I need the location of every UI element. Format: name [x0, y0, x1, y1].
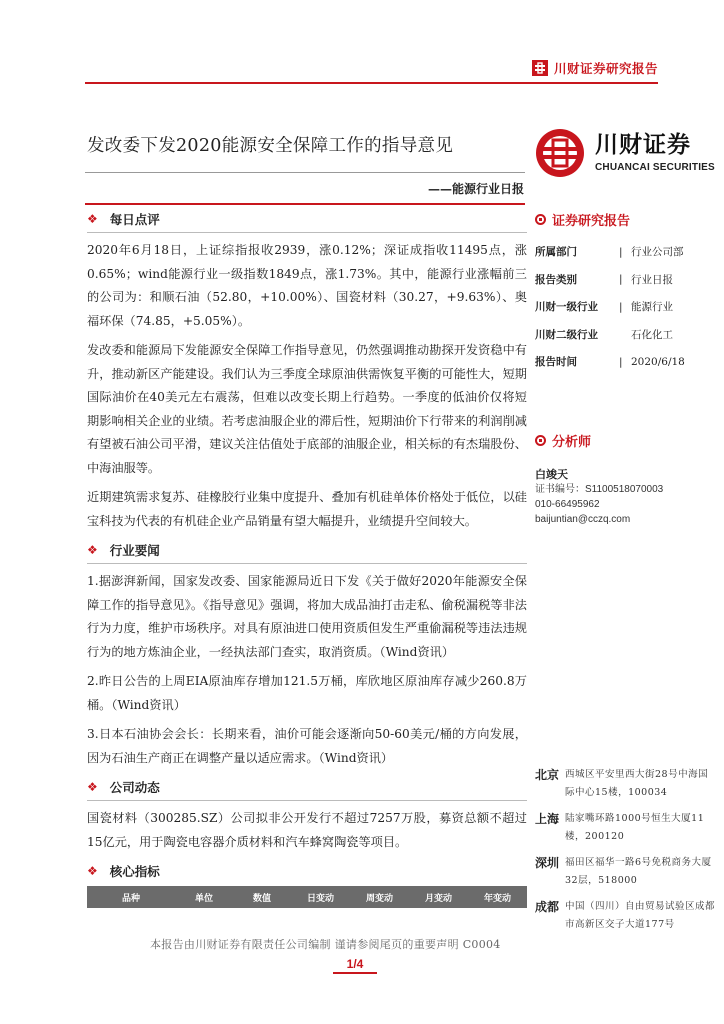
- indicators-table-header: [87, 886, 527, 908]
- info-value: 2020/6/18: [631, 355, 685, 368]
- info-value: 行业日报: [631, 273, 673, 286]
- office-address: 福田区福华一路6号免税商务大厦32层，518000: [565, 857, 712, 886]
- company-paragraph: 国瓷材料（300285.SZ）公司拟非公开发行不超过7257万股，募资总额不超过15亿元，用于陶瓷电容器介质材料和汽车蜂窝陶瓷等项目。: [87, 811, 527, 849]
- footer-disclaimer: 本报告由川财证券有限责任公司编制 谨请参阅尾页的重要声明 C0004: [150, 938, 501, 951]
- sidebar-report-header: [535, 208, 705, 230]
- analyst-cert: 证书编号：S1100518070003: [535, 483, 664, 495]
- header-rule: [85, 82, 658, 84]
- diamond-bullet-icon: ❖: [87, 864, 98, 878]
- office-city: 上海: [535, 812, 560, 826]
- info-value: 能源行业: [631, 301, 673, 314]
- header-brand: [532, 59, 658, 77]
- office-item: [535, 898, 715, 934]
- table-header-cell: 日变动: [306, 893, 334, 904]
- report-title: 发改委下发2020能源安全保障工作的指导意见: [87, 136, 454, 156]
- section-daily-header: [87, 208, 527, 230]
- logo-name-en: CHUANCAI SECURITIES: [595, 161, 715, 173]
- main-content: [87, 208, 527, 908]
- office-item: [535, 766, 715, 802]
- office-address: 陆家嘴环路1000号恒生大厦11楼，200120: [565, 813, 705, 842]
- section-indicators-title: 核心指标: [109, 864, 160, 879]
- info-label: 报告时间: [535, 356, 577, 369]
- target-icon: [535, 435, 546, 446]
- section-news-title: 行业要闻: [109, 543, 160, 558]
- info-row: [535, 266, 705, 294]
- table-header-cell: 周变动: [365, 893, 393, 904]
- info-row: [535, 293, 705, 321]
- diamond-bullet-icon: ❖: [87, 780, 98, 794]
- office-item: [535, 854, 715, 890]
- office-address: 西城区平安里西大街28号中海国际中心15楼，100034: [565, 769, 709, 798]
- info-separator: |: [619, 273, 623, 286]
- logo-name-cn: 川财证券: [595, 131, 691, 158]
- info-row: [535, 321, 705, 349]
- sidebar-analyst-title: 分析师: [552, 435, 592, 450]
- daily-paragraph: 近期建筑需求复苏、硅橡胶行业集中度提升、叠加有机硅单体价格处于低位，以硅宝科技为代表的有机硅企业产品销量有望大幅提升，业绩提升空间较大。: [87, 490, 527, 528]
- info-separator: |: [619, 355, 623, 368]
- table-header-cell: 单位: [194, 893, 213, 904]
- sidebar-report-title: 证券研究报告: [552, 213, 631, 229]
- info-row: [535, 238, 705, 266]
- info-value: 行业公司部: [631, 246, 684, 259]
- daily-paragraph: 发改委和能源局下发能源安全保障工作指导意见，仍然强调推动勘探开发资稳中有升，推动新区产能建设。我们认为三季度全球原油供需恢复平衡的可能性大，短期国际油价在40美元左右震荡，但难以改变长期上行趋势。一季度的低油价仅将短期影响相关企业的业绩。若考虑油服企业的滞后性，短期油价下行带来的利润削减有望被石油公司平滑，建议关注估值处于底部的油服企业，相关标的有杰瑞股份、中海油服等。: [87, 343, 527, 475]
- office-addresses: [535, 766, 715, 942]
- header-brand-text: 川财证券研究报告: [553, 61, 658, 76]
- news-paragraph: 3.日本石油协会会长：长期来看，油价可能会逐渐向50-60美元/桶的方向发展，因为石油生产商正在调整产量以适应需求。（Wind资讯）: [87, 727, 527, 765]
- page-number: 1/4: [333, 954, 377, 974]
- sidebar-analyst-header: [535, 430, 705, 452]
- table-header-cell: 月变动: [424, 893, 452, 904]
- subtitle-divider: [85, 203, 525, 205]
- section-news-header: [87, 539, 527, 561]
- section-divider: [87, 800, 527, 801]
- report-subtitle: ——能源行业日报: [427, 182, 524, 196]
- info-label: 川财二级行业: [535, 328, 598, 341]
- daily-paragraph: 2020年6月18日，上证综指报收2939，涨0.12%；深证成指收11495点，涨0.65%；wind能源行业一级指数1849点，涨1.73%。其中，能源行业涨幅前三的公司为：和顺石油（52.80，+10.00%）、国瓷材料（30.27，+9.63%）、奥福环保（74.85，+5.05%）。: [87, 243, 527, 328]
- title-divider: [85, 172, 525, 173]
- office-item: [535, 810, 715, 846]
- info-label: 所属部门: [535, 246, 577, 259]
- diamond-bullet-icon: ❖: [87, 212, 98, 226]
- info-label: 报告类别: [535, 273, 577, 286]
- diamond-bullet-icon: ❖: [87, 543, 98, 557]
- section-divider: [87, 232, 527, 233]
- sidebar: [535, 208, 705, 527]
- office-city: 北京: [535, 768, 560, 782]
- info-separator: |: [619, 245, 623, 258]
- table-header-cell: 年变动: [483, 893, 511, 904]
- section-company-title: 公司动态: [109, 780, 160, 795]
- news-paragraph: 1.据澎湃新闻，国家发改委、国家能源局近日下发《关于做好2020年能源安全保障工作的指导意见》。《指导意见》强调，将加大成品油打击走私、偷税漏税等非法行为力度，维护市场秩序。对具有原油进口使用资质但发生严重偷漏税等违法违规行为的地方炼油企业，一经执法部门查实，取消资质。（Wind资讯）: [87, 574, 527, 659]
- info-separator: |: [619, 300, 623, 313]
- news-paragraph: 2.昨日公告的上周EIA原油库存增加121.5万桶，库欣地区原油库存减少260.8万桶。（Wind资讯）: [87, 674, 527, 712]
- section-indicators-header: [87, 860, 527, 882]
- table-header-cell: 数值: [252, 893, 271, 904]
- office-city: 深圳: [535, 856, 560, 870]
- analyst-phone: 010-66495962: [535, 498, 600, 510]
- table-header-cell: 品种: [121, 893, 140, 904]
- section-company-header: [87, 776, 527, 798]
- section-daily-title: 每日点评: [109, 212, 160, 227]
- office-city: 成都: [535, 900, 560, 914]
- info-row: [535, 348, 705, 376]
- section-divider: [87, 563, 527, 564]
- target-icon: [535, 214, 546, 225]
- office-address: 中国（四川）自由贸易试验区成都市高新区交子大道177号: [565, 901, 716, 930]
- brand-logo-icon: [532, 60, 548, 76]
- info-value: 石化化工: [631, 328, 673, 341]
- chuancai-logo-icon: [535, 128, 585, 178]
- company-logo: [535, 128, 715, 178]
- analyst-email[interactable]: baijuntian@cczq.com: [535, 513, 631, 525]
- info-label: 川财一级行业: [535, 301, 598, 314]
- analyst-name: 白竣天: [535, 467, 568, 481]
